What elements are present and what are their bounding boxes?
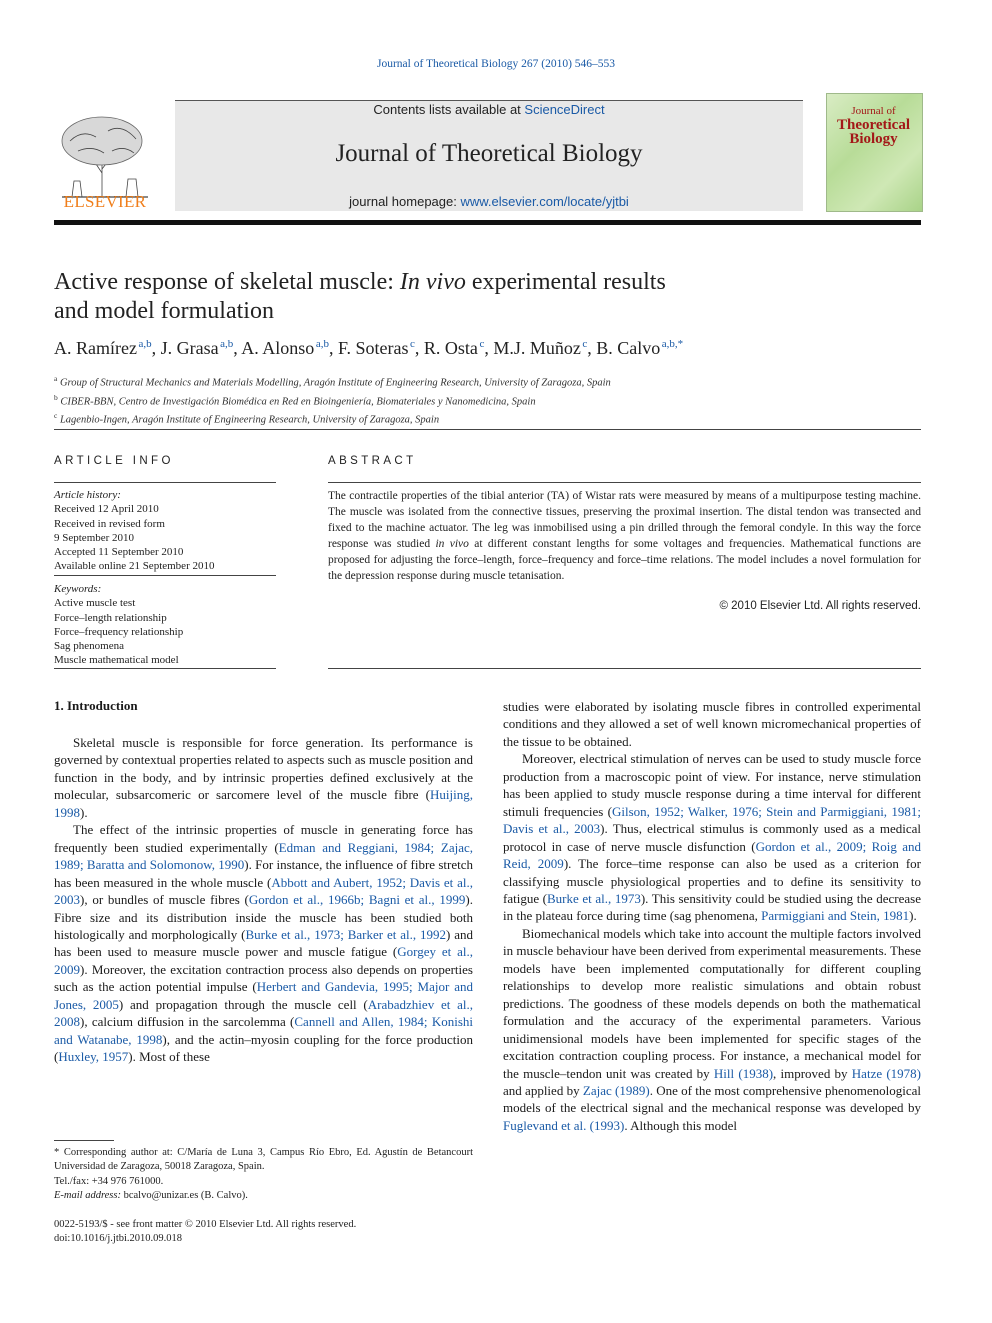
affiliation: $^a$ Group of Structural Mechanics and Materials Modelling, Aragón Institute of Engineering Research, University of Zaragoza, Spain [54,374,611,389]
history-item: Accepted 11 September 2010 [54,546,184,559]
affiliation-ref[interactable]: c [410,338,415,350]
copyright-notice: © 2010 Elsevier Ltd. All rights reserved. [719,600,921,612]
affiliation-ref[interactable]: a,b,* [661,338,684,350]
history-item: Available online 21 September 2010 [54,560,215,573]
citation-link[interactable]: Edman and Reggiani, 1984; Zajac, 1989; Baratta and Solomonow, 1990 [54,839,473,873]
journal-name: Journal of Theoretical Biology [335,140,643,167]
author: B. Calvo $^{a,b,*}$ [596,338,684,358]
affiliation-ref[interactable]: a,b [315,338,329,350]
issn-line: 0022-5193/$ - see front matter © 2010 Elsevier Ltd. All rights reserved. [54,1219,357,1230]
citation-link[interactable]: Abbott and Aubert, 1952; Davis et al., 2003 [54,874,473,908]
keyword: Active muscle test [54,597,136,610]
keyword: Force–frequency relationship [54,625,184,638]
citation-link[interactable]: Parmiggiani and Stein, 1981 [761,908,910,924]
history-item: Received in revised form [54,517,165,530]
journal-citation[interactable]: Journal of Theoretical Biology 267 (2010) 546–553 [376,58,616,70]
homepage-line: journal homepage: www.elsevier.com/locate/yjtbi [349,194,629,209]
citation-link[interactable]: Burke et al., 1973; Barker et al., 1992 [245,926,446,942]
citation-link[interactable]: Huijing, 1998 [54,787,473,820]
affiliation: $^c$ Lagenbio-Ingen, Aragón Institute of Engineering Research, University of Zaragoza, Spain [54,411,440,426]
elsevier-wordmark: ELSEVIER [63,192,147,211]
author-list: A. Ramírez $^{a,b}$, J. Grasa $^{a,b}$, A. Alonso $^{a,b}$, F. Soteras $^c$, R. Osta $^c$, M.J. Muñoz $^c$, B. Calvo $^{a,b,*}$ [54,338,684,358]
citation-link[interactable]: Zajac (1989) [582,1082,650,1098]
paragraph: The effect of the intrinsic properties of muscle in generating force has frequently been studied experimentally (Edman and Reggiani, 1984; Zajac, 1989; Baratta and Solomonow, 1990). For instance, the influence of fibre stretch has been measured in the whole muscle (Abbott and Aubert, 1952; Davis et al., 2003), or bundles of muscle fibres (Gordon et al., 1966b; Bagni et al., 1999). Fibre size and its distribution inside the muscle has been studied both histologically and morphologically (Burke et al., 1973; Barker et al., 1992) and has been used to measure muscle power and muscle fatigue (Gorgey et al., 2009). Moreover, the excitation contraction process also depends on properties such as the action potential impulse (Herbert and Gandevia, 1995; Major and Jones, 2005) and propagation through the muscle cell (Arabadzhiev et al., 2008), calcium diffusion in the sarcolemma (Cannell and Allen, 1984; Konishi and Watanabe, 1998), and the actin–myosin coupling for the force production (Huxley, 1957). Most of these [54,822,474,1065]
sciencedirect-link[interactable]: ScienceDirect [524,102,605,117]
history-item: 9 September 2010 [54,531,135,544]
citation-link[interactable]: Burke et al., 1973 [547,890,641,906]
citation-link[interactable]: Herbert and Gandevia, 1995; Major and Jones, 2005 [54,979,473,1012]
citation-link[interactable]: Gordon et al., 2009; Roig and Reid, 2009 [503,838,921,872]
abstract-text: The contractile properties of the tibial anterior (TA) of Wistar rats were measured by means of a multipurpose testing machine. The muscle was isolated from the connective tissues, preserving the proximal insertion. The distal tendon was transected and fixed to the machine actuator. The leg was inmobilised using a pin drilled through the femoral condyle. In this way the force response was studied in vivo at different constant lengths for some voltages and frequencies. Mathematical functions are proposed for adjusting the force–length, force–frequency and force–time relations. The model includes a novel formulation for the depression response during muscle tetanisation. [328,490,922,582]
abstract-divider [328,668,921,669]
issn-doi [54,1218,473,1247]
corresponding-tel: Tel./fax: +34 976 761000. [54,1175,164,1187]
affiliation-ref[interactable]: a,b [138,338,152,350]
footnote-rule [54,1140,114,1141]
keywords [54,582,276,668]
info-divider [54,668,276,669]
corresponding-email: E-mail address: bcalvo@unizar.es (B. Calvo). [54,1190,248,1202]
affiliation-ref[interactable]: a,b [220,338,234,350]
keyword: Muscle mathematical model [54,654,179,667]
body-column-right [503,698,921,1134]
article-history [54,488,276,574]
citation-link[interactable]: Gilson, 1952; Walker, 1976; Stein and Parmiggiani, 1981; Davis et al., 2003 [503,803,921,837]
author: R. Osta $^c$ [423,338,485,358]
journal-cover-title [826,104,921,146]
section-divider [54,429,921,430]
citation-link[interactable]: Gorgey et al., 2009 [54,944,473,977]
affiliation-list [54,372,924,428]
cover-line-2: Theoretical [836,117,911,133]
author: F. Soteras $^c$ [337,338,415,358]
article-info-heading: ARTICLE INFO [54,455,174,467]
citation-link[interactable]: Gordon et al., 1966b; Bagni et al., 1999 [248,892,466,908]
history-label: Article history: [54,489,121,501]
cover-line-3: Biology [849,131,898,147]
homepage-link[interactable]: www.elsevier.com/locate/yjtbi [460,194,629,209]
keywords-label: Keywords: [54,583,102,595]
keyword: Force–length relationship [54,611,167,624]
paragraph: studies were elaborated by isolating muscle fibres in controlled experimental conditions and they allowed a set of well known micromechanical properties of the tissue to be obtained. [503,699,921,749]
keyword: Sag phenomena [54,640,124,653]
author: M.J. Muñoz $^c$ [493,338,588,358]
article-title: Active response of skeletal muscle: In vivo experimental results and model formulation [54,269,666,324]
author: A. Ramírez $^{a,b}$ [54,338,152,358]
affiliation-ref[interactable]: c [479,338,485,350]
paragraph: Skeletal muscle is responsible for force generation. Its performance is governed by contextual properties related to aspects such as muscle position and function in the body, and by intrinsic properties defined exclusively at the molecular, subsarcomeric or sarcomere level of the muscle fibre (Huijing, 1998). [54,735,473,820]
section-heading: 1. Introduction [54,698,138,713]
corresponding-address: * Corresponding author at: C/María de Luna 3, Campus Río Ebro, Ed. Agustín de Betancourt Universidad de Zaragoza, 50018 Zaragoza, Spain. [54,1147,473,1173]
abstract-divider [328,482,921,483]
contents-line: Contents lists available at ScienceDirect [373,102,605,117]
paragraph: Moreover, electrical stimulation of nerves can be used to study muscle force production from a macroscopic point of view. For instance, nerve stimulation has been applied to study muscle response during a time interval for different stimuli frequencies (Gilson, 1952; Walker, 1976; Stein and Parmiggiani, 1981; Davis et al., 2003). Thus, electrical stimulus is commonly used as a medical protocol in case of nerve muscle disfunction (Gordon et al., 2009; Roig and Reid, 2009). The force–time response can also be used as a criterion for classifying muscle physiological properties and to define its sensitivity to fatigue (Burke et al., 1973). This sensitivity could be studied using the decrease in the plateau force during time (sag phenomena, Parmiggiani and Stein, 1981). [503,751,922,924]
history-item: Received 12 April 2010 [54,503,159,516]
affiliation: $^b$ CIBER-BBN, Centro de Investigación Biomédica en Red en Bioingeniería, Biomateriales y Nanomedicina, Spain [54,392,536,407]
corresponding-author-footnote [54,1146,473,1204]
paragraph: Biomechanical models which take into account the multiple factors involved in muscle behaviour have been derived from experimental measurements. These models have been implemented computationally for different coupling relationships to develop more realistic simulations and obtain robust predictions. The goodness of these models depends on both the mathematical formulation and the accuracy of the experimental parameters. Various unidimensional models have been implemented for specific stages of the excitation contraction coupling process. For instance, a mechanical model for the muscle–tendon unit was created by Hill (1938), improved by Hatze (1978) and applied by Zajac (1989). One of the most comprehensive phenomenological models of the electrical signal and the mechanical response was developed by Fuglevand et al. (1993). Although this model [503,925,921,1133]
author: J. Grasa $^{a,b}$ [160,338,234,358]
author: A. Alonso $^{a,b}$ [241,338,329,358]
citation-link[interactable]: Arabadzhiev et al., 2008 [54,996,474,1030]
citation-link[interactable]: Hill (1938) [713,1065,774,1081]
cover-line-1: Journal of [851,105,896,117]
affiliation-ref[interactable]: c [582,338,588,350]
doi-line: doi:10.1016/j.jtbi.2010.09.018 [54,1233,183,1245]
abstract-heading: ABSTRACT [328,455,417,467]
body-column-left [54,734,473,1066]
header-rule [54,220,921,225]
citation-link[interactable]: Huxley, 1957 [58,1049,129,1065]
citation-link[interactable]: Cannell and Allen, 1984; Konishi and Watanabe, 1998 [54,1014,474,1047]
citation-link[interactable]: Hatze (1978) [851,1065,921,1081]
citation-link[interactable]: Fuglevand et al. (1993) [503,1117,625,1133]
info-divider [54,575,276,576]
info-divider [54,482,276,483]
